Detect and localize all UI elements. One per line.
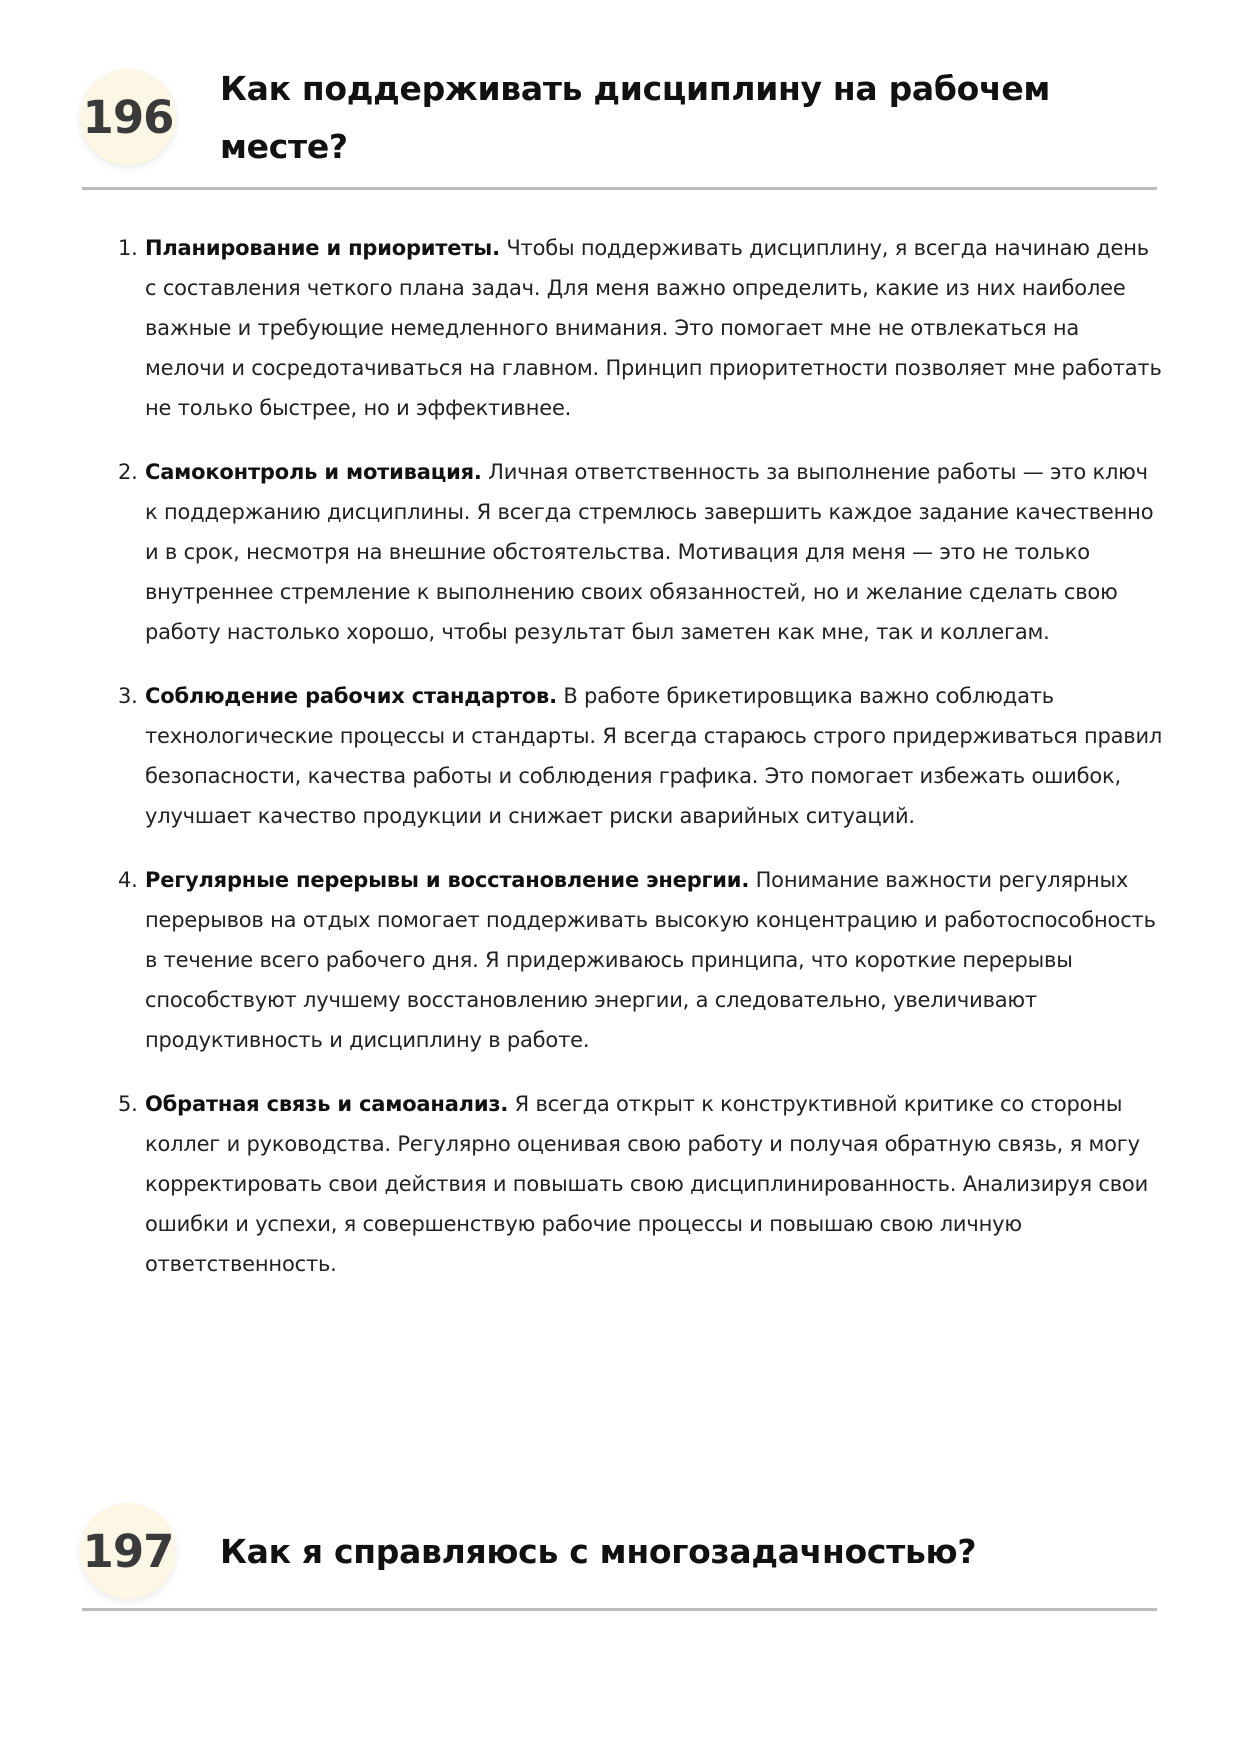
item-text: В работе брикетировщика важно соблюдать технологические процессы и стандарты. Я всегда стараюсь строго придерживаться правил безопасности, качества работы и соблюдения графика. Это помогает избежать ошибок, улучшает качество продукции и снижает риски аварийных ситуаций.	[145, 684, 1163, 828]
item-number: 4.	[118, 868, 138, 892]
question-header-196	[82, 60, 1157, 190]
item-lead: Обратная связь и самоанализ.	[145, 1092, 509, 1116]
item-text: Чтобы поддерживать дисциплину, я всегда начинаю день с составления четкого плана задач. Для меня важно определить, какие из них наиболее важные и требующие немедленного внимания. Это помогает мне не отвлекаться на мелочи и сосредотачиваться на главном. Принцип приоритетности позволяет мне работать не только быстрее, но и эффективнее.	[145, 236, 1162, 420]
header-divider	[82, 1608, 1157, 1611]
answer-list	[118, 228, 1165, 1308]
header-divider	[82, 187, 1157, 190]
answer-item	[118, 676, 1165, 836]
item-number: 5.	[118, 1092, 138, 1116]
item-text: Я всегда открыт к конструктивной критике со стороны коллег и руководства. Регулярно оценивая свою работу и получая обратную связь, я могу корректировать свои действия и повышать свою дисциплинированность. Анализируя свои ошибки и успехи, я совершенствую рабочие процессы и повышаю свою личную ответственность.	[145, 1092, 1149, 1276]
item-text: Личная ответственность за выполнение работы — это ключ к поддержанию дисциплины. Я всегда стремлюсь завершить каждое задание качественно и в срок, несмотря на внешние обстоятельства. Мотивация для меня — это не только внутреннее стремление к выполнению своих обязанностей, но и желание сделать свою работу настолько хорошо, чтобы результат был заметен как мне, так и коллегам.	[145, 460, 1154, 644]
answer-item	[118, 452, 1165, 652]
item-number: 2.	[118, 460, 138, 484]
question-title: Как поддерживать дисциплину на рабочем месте?	[220, 69, 1051, 166]
question-number-badge: 197	[80, 1503, 176, 1599]
item-number: 3.	[118, 684, 138, 708]
question-header-197	[82, 1500, 1157, 1615]
item-lead: Планирование и приоритеты.	[145, 236, 500, 260]
question-title: Как я справляюсь с многозадачностью?	[220, 1532, 977, 1571]
item-lead: Регулярные перерывы и восстановление энергии.	[145, 868, 750, 892]
question-number-badge: 196	[80, 69, 176, 165]
answer-item	[118, 228, 1165, 428]
item-text: Понимание важности регулярных перерывов на отдых помогает поддерживать высокую концентрацию и работоспособность в течение всего рабочего дня. Я придерживаюсь принципа, что короткие перерывы способствуют лучшему восстановлению энергии, а следовательно, увеличивают продуктивность и дисциплину в работе.	[145, 868, 1156, 1052]
answer-item	[118, 1084, 1165, 1284]
item-lead: Самоконтроль и мотивация.	[145, 460, 482, 484]
answer-item	[118, 860, 1165, 1060]
item-number: 1.	[118, 236, 138, 260]
item-lead: Соблюдение рабочих стандартов.	[145, 684, 557, 708]
